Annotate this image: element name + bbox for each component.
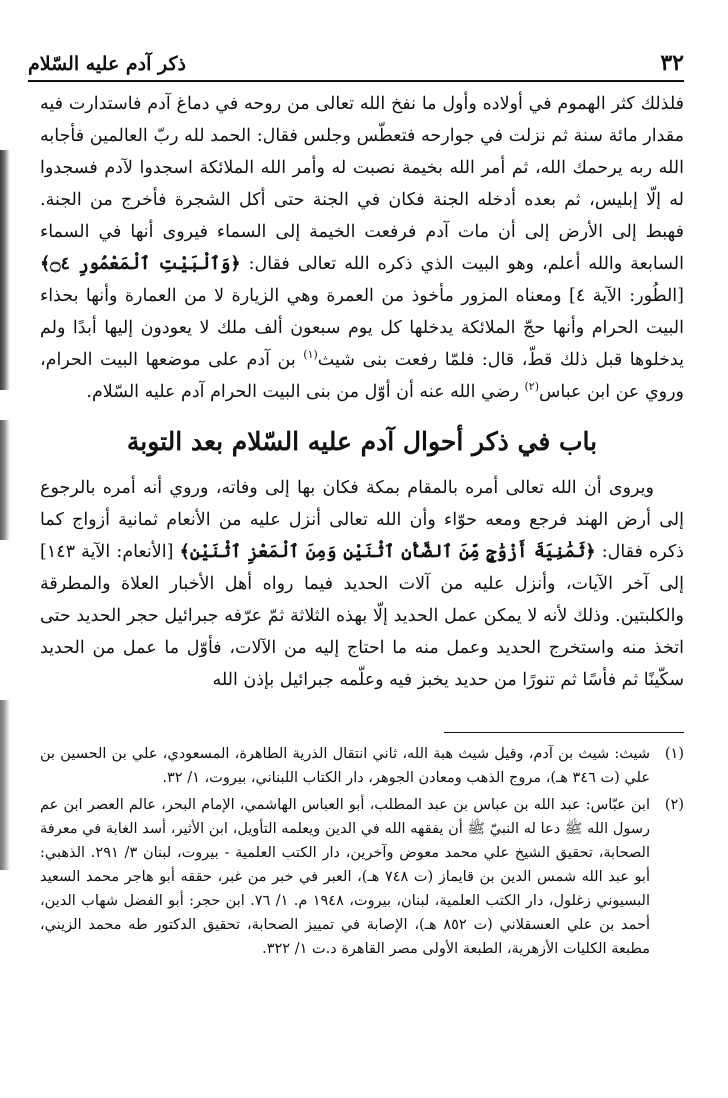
header-rule <box>28 80 684 82</box>
paragraph-text: بن آدم على موضعها البيت الحرام، وروي عن ابن عباس <box>40 350 684 402</box>
page-header <box>28 38 684 74</box>
running-head: ذكر آدم عليه السّلام <box>28 53 187 75</box>
footnote-number: (١) <box>664 746 684 762</box>
quran-verse: ﴿ثَمَٰنِيَةَ أَزْوَٰجٍ مِّنَ ٱلضَّأْنِ ٱثْنَيْنِ وَمِنَ ٱلْمَعْزِ ٱثْنَيْنِ﴾ <box>179 542 596 562</box>
footnote-text: شيث: شيث بن آدم، وقيل شيث هبة الله، ثاني انتقال الذرية الطاهرة، المسعودي، علي بن الحسين بن علي (ت ٣٤٦ هـ)، مروج الذهب ومعادن الجوهر، دار الكتاب اللبناني، بيروت، ١/ ٣٢. <box>40 746 650 786</box>
paragraph-text: رضي الله عنه أن أوّل من بنى البيت الحرام آدم عليه السّلام. <box>86 382 525 402</box>
paragraph-text: [الطُور: الآية ٤] ومعناه المزور مأخوذ من العمرة وهي الزيارة لا من العمارة وأنها بحذاء البيت الحرام وأنها حجّ الملائكة يدخلها كل يوم سبعون ألف ملك لا يعودون إليها أبدًا ولم يدخلوها قبل ذلك قطّ، قال: فلمّا رفعت بنى شيث <box>40 286 684 370</box>
footnote-separator <box>444 732 684 733</box>
paragraph <box>40 88 684 408</box>
paragraph <box>40 472 684 696</box>
scan-shadow-edge <box>0 700 10 870</box>
main-text <box>40 88 684 696</box>
paragraph-text: فلذلك كثر الهموم في أولاده وأول ما نفخ الله تعالى من روحه في دماغ آدم فاستدارت فيه مقدار مائة سنة ثم نزلت في جوارحه فتعطّس وجلس فقال: الحمد لله ربّ العالمين فأجابه الله ربه يرحمك الله، ثم أمر الله بخيمة نصبت له وأمر الله الملائكة اسجدوا لآدم فسجدوا له إلّا إبليس، ثم بعده أدخله الجنة فكان في الجنة حتى أكل الشجرة فأخرج من الجنة. فهبط إلى الأرض إلى أن مات آدم فرفعت الخيمة إلى السماء فيروى أنها في السماء السابعة والله أعلم، وهو البيت الذي ذكره الله تعالى فقال: <box>40 94 684 274</box>
footnote-number: (٢) <box>664 797 684 813</box>
page-number: ٣٢ <box>660 50 684 76</box>
chapter-title: باب في ذكر أحوال آدم عليه السّلام بعد التوبة <box>126 427 598 456</box>
footnote-reference[interactable]: (١) <box>303 348 318 362</box>
paragraph-text: ويروى أن الله تعالى أمره بالمقام بمكة فكان بها إلى وفاته، وروي أنه أمره بالرجوع إلى أرض الهند فرجع ومعه حوّاء وأن الله تعالى أنزل عليه من الأنعام ثمانية أزواج كما ذكره فقال: <box>40 478 684 562</box>
footnote-reference[interactable]: (٢) <box>524 380 540 394</box>
footnote <box>40 742 684 790</box>
footnote <box>40 793 684 961</box>
footnotes <box>40 742 684 964</box>
paragraph-text: [الأنعام: الآية ١٤٣] إلى آخر الآيات، وأنزل عليه من آلات الحديد فيما رواه أهل الأخبار العلاة والمطرقة والكلبتين. وذلك لأنه لا يمكن عمل الحديد إلّا بهذه الثلاثة ثمّ عرّفه جبرائيل حجر الحديد حتى اتخذ منه واستخرج الحديد وعمل منه ما احتاج إليه من الآلات، فأوّل ما عمل من الحديد سكّينًا ثم فأسًا ثم تنورًا من حديد يخبز فيه وعلّمه جبرائيل بإذن الله <box>40 542 684 690</box>
footnote-text: ابن عبّاس: عبد الله بن عباس بن عبد المطلب، أبو العباس الهاشمي، الإمام البحر، عالم العصر ابن عم رسول الله ﷺ دعا له النبيّ ﷺ أن يفقهه الله في الدين ويعلمه التأويل، ابن الأثير، أسد الغابة في معرفة الصحابة، تحقيق الشيخ علي محمد معوض وآخرين، دار الكتب العلمية - بيروت، لبنان ٣/ ٢٩١. الذهبي: أبو عبد الله شمس الدين بن قايماز (ت ٧٤٨ هـ)، العبر في خبر من غبر، حققه أبو هاجر محمد السعيد البسيوني زغلول، دار الكتب العلمية، لبنان، بيروت، ١٩٤٨ م. ١/ ٧٦. ابن حجر: أبو الفضل شهاب الدين، أحمد بن علي العسقلاني (ت ٨٥٢ هـ)، الإصابة في تمييز الصحابة، تحقيق الدكتور طه محمد الزيني، مطبعة الكليات الأزهرية، الطبعة الأولى مصر القاهرة د.ت ١/ ٣٢٢. <box>40 797 650 957</box>
quran-verse: ﴿وَٱلْبَيْتِ ٱلْمَعْمُورِ ۝٤﴾ <box>40 254 241 274</box>
scan-shadow-edge <box>0 420 10 540</box>
scan-shadow-edge <box>0 150 10 390</box>
